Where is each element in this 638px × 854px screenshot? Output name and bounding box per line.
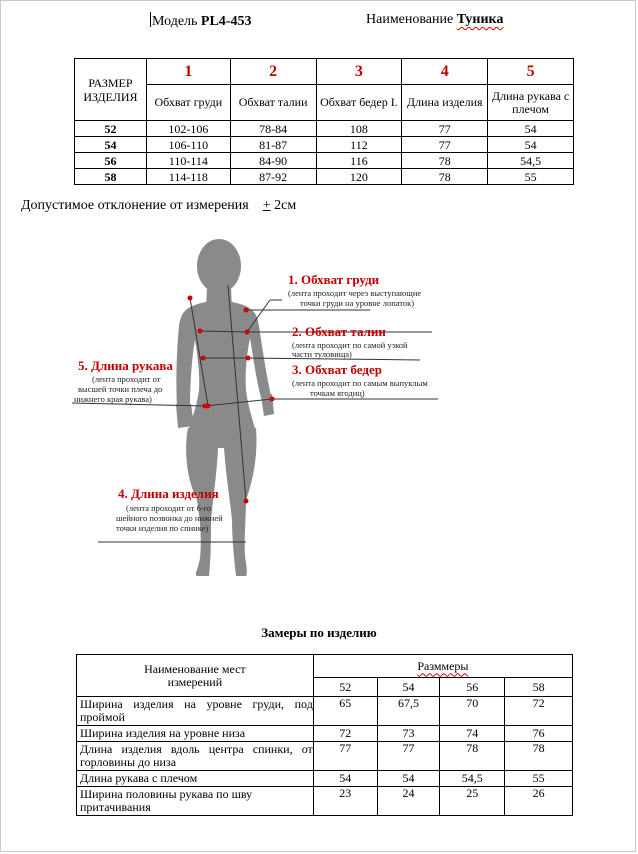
column-header: Обхват бедер I. xyxy=(316,85,402,121)
row-size: 52 xyxy=(75,121,147,137)
table-cell: 106-110 xyxy=(146,137,230,153)
table-cell: 73 xyxy=(377,726,440,742)
table-row xyxy=(77,742,573,771)
column-header: Обхват талии xyxy=(230,85,316,121)
table-cell: 112 xyxy=(316,137,402,153)
table-cell: 54 xyxy=(377,771,440,787)
measurement-figure xyxy=(60,238,580,583)
label-note: точки изделия по спинке) xyxy=(116,523,209,533)
table-cell: 55 xyxy=(505,771,573,787)
column-header: Длина изделия xyxy=(402,85,488,121)
label-note: нижнего края рукава) xyxy=(74,394,152,404)
measurements-table xyxy=(76,654,573,816)
label-title: 4. Длина изделия xyxy=(118,486,219,501)
measurements-title: Замеры по изделию xyxy=(261,625,377,640)
table-cell: 77 xyxy=(402,137,488,153)
tolerance-plus-minus: + xyxy=(262,198,271,213)
size-header: 56 xyxy=(440,678,505,697)
tolerance-note xyxy=(21,198,296,214)
label-note: шейного позвонка до нижней xyxy=(116,513,223,523)
table-cell: 55 xyxy=(488,169,574,185)
tolerance-value: 2см xyxy=(270,198,297,213)
label-chest xyxy=(288,272,421,308)
table-cell: 108 xyxy=(316,121,402,137)
label-title: 2. Обхват талии xyxy=(292,324,386,339)
row-label: Ширина половины рукава по шву притачивания xyxy=(77,787,314,816)
label-note: (лента проходит по самой узкой xyxy=(292,340,408,350)
row-label: Ширина изделия на уровне груди, под проймой xyxy=(77,697,314,726)
column-number: 4 xyxy=(402,59,488,85)
table-cell: 24 xyxy=(377,787,440,816)
label-title: 1. Обхват груди xyxy=(288,272,380,287)
table-cell: 54 xyxy=(313,771,377,787)
table-cell: 70 xyxy=(440,697,505,726)
table-row xyxy=(77,726,573,742)
size-table xyxy=(74,58,574,185)
table-cell: 25 xyxy=(440,787,505,816)
table-cell: 78 xyxy=(505,742,573,771)
row-label: Длина рукава с плечом xyxy=(77,771,314,787)
table-cell: 54 xyxy=(488,137,574,153)
table-cell: 116 xyxy=(316,153,402,169)
table-cell: 67,5 xyxy=(377,697,440,726)
table-cell: 65 xyxy=(313,697,377,726)
model-line xyxy=(150,12,251,30)
size-header: 58 xyxy=(505,678,573,697)
table-cell: 114-118 xyxy=(146,169,230,185)
table-cell: 77 xyxy=(313,742,377,771)
sizes-header: Разммеры xyxy=(313,655,572,678)
label-note: (лента проходит от xyxy=(92,374,161,384)
label-note: (лента проходит по самым выпуклым xyxy=(292,378,428,388)
table-cell: 81-87 xyxy=(230,137,316,153)
label-note: высшей точки плеча до xyxy=(78,384,163,394)
table-cell: 54 xyxy=(488,121,574,137)
row-size: 54 xyxy=(75,137,147,153)
row-size: 58 xyxy=(75,169,147,185)
label-waist xyxy=(292,324,408,359)
row-label: Длина изделия вдоль центра спинки, от горловины до низа xyxy=(77,742,314,771)
table-cell: 110-114 xyxy=(146,153,230,169)
column-number: 1 xyxy=(146,59,230,85)
size-table-corner: РАЗМЕР ИЗДЕЛИЯ xyxy=(75,59,147,121)
label-sleeve xyxy=(74,358,173,404)
table-cell: 77 xyxy=(377,742,440,771)
table-cell: 102-106 xyxy=(146,121,230,137)
name-value: Туника xyxy=(456,12,504,27)
table-cell: 74 xyxy=(440,726,505,742)
label-hip xyxy=(292,362,428,398)
table-cell: 23 xyxy=(313,787,377,816)
table-cell: 54,5 xyxy=(440,771,505,787)
row-size: 56 xyxy=(75,153,147,169)
product-name-line xyxy=(366,12,503,28)
label-length xyxy=(116,486,223,533)
table-cell: 26 xyxy=(505,787,573,816)
table-cell: 87-92 xyxy=(230,169,316,185)
tolerance-text: Допустимое отклонение от измерения xyxy=(21,198,249,213)
column-number: 2 xyxy=(230,59,316,85)
column-header: Обхват груди xyxy=(146,85,230,121)
label-title: 5. Длина рукава xyxy=(78,358,173,373)
table-row xyxy=(77,787,573,816)
name-label: Наименование xyxy=(366,12,454,27)
label-note: (лента проходит через выступающие xyxy=(288,288,422,298)
table-cell: 72 xyxy=(313,726,377,742)
label-note: (лента проходит от 6-го xyxy=(126,503,212,513)
table-cell: 72 xyxy=(505,697,573,726)
label-note: части туловища) xyxy=(292,349,352,359)
size-header: 52 xyxy=(313,678,377,697)
model-label: Модель xyxy=(152,14,198,29)
column-number: 3 xyxy=(316,59,402,85)
column-number: 5 xyxy=(488,59,574,85)
table-row xyxy=(77,697,573,726)
row-label: Ширина изделия на уровне низа xyxy=(77,726,314,742)
label-title: 3. Обхват бедер xyxy=(292,362,382,377)
table-cell: 54,5 xyxy=(488,153,574,169)
text-cursor xyxy=(150,12,151,27)
table-cell: 78 xyxy=(440,742,505,771)
size-header: 54 xyxy=(377,678,440,697)
table-cell: 120 xyxy=(316,169,402,185)
table-row xyxy=(75,137,574,153)
name-header: Наименование мест измерений xyxy=(77,655,314,697)
table-cell: 76 xyxy=(505,726,573,742)
label-note: точкам ягодиц) xyxy=(310,388,365,398)
table-cell: 78 xyxy=(402,169,488,185)
table-row xyxy=(77,771,573,787)
table-cell: 78-84 xyxy=(230,121,316,137)
table-row xyxy=(75,153,574,169)
table-cell: 84-90 xyxy=(230,153,316,169)
model-value: PL4-453 xyxy=(200,14,252,29)
table-cell: 78 xyxy=(402,153,488,169)
label-note: точки груди на уровне лопаток) xyxy=(300,298,415,308)
column-header: Длина рукава с плечом xyxy=(488,85,574,121)
table-row xyxy=(75,169,574,185)
table-cell: 77 xyxy=(402,121,488,137)
table-row xyxy=(75,121,574,137)
